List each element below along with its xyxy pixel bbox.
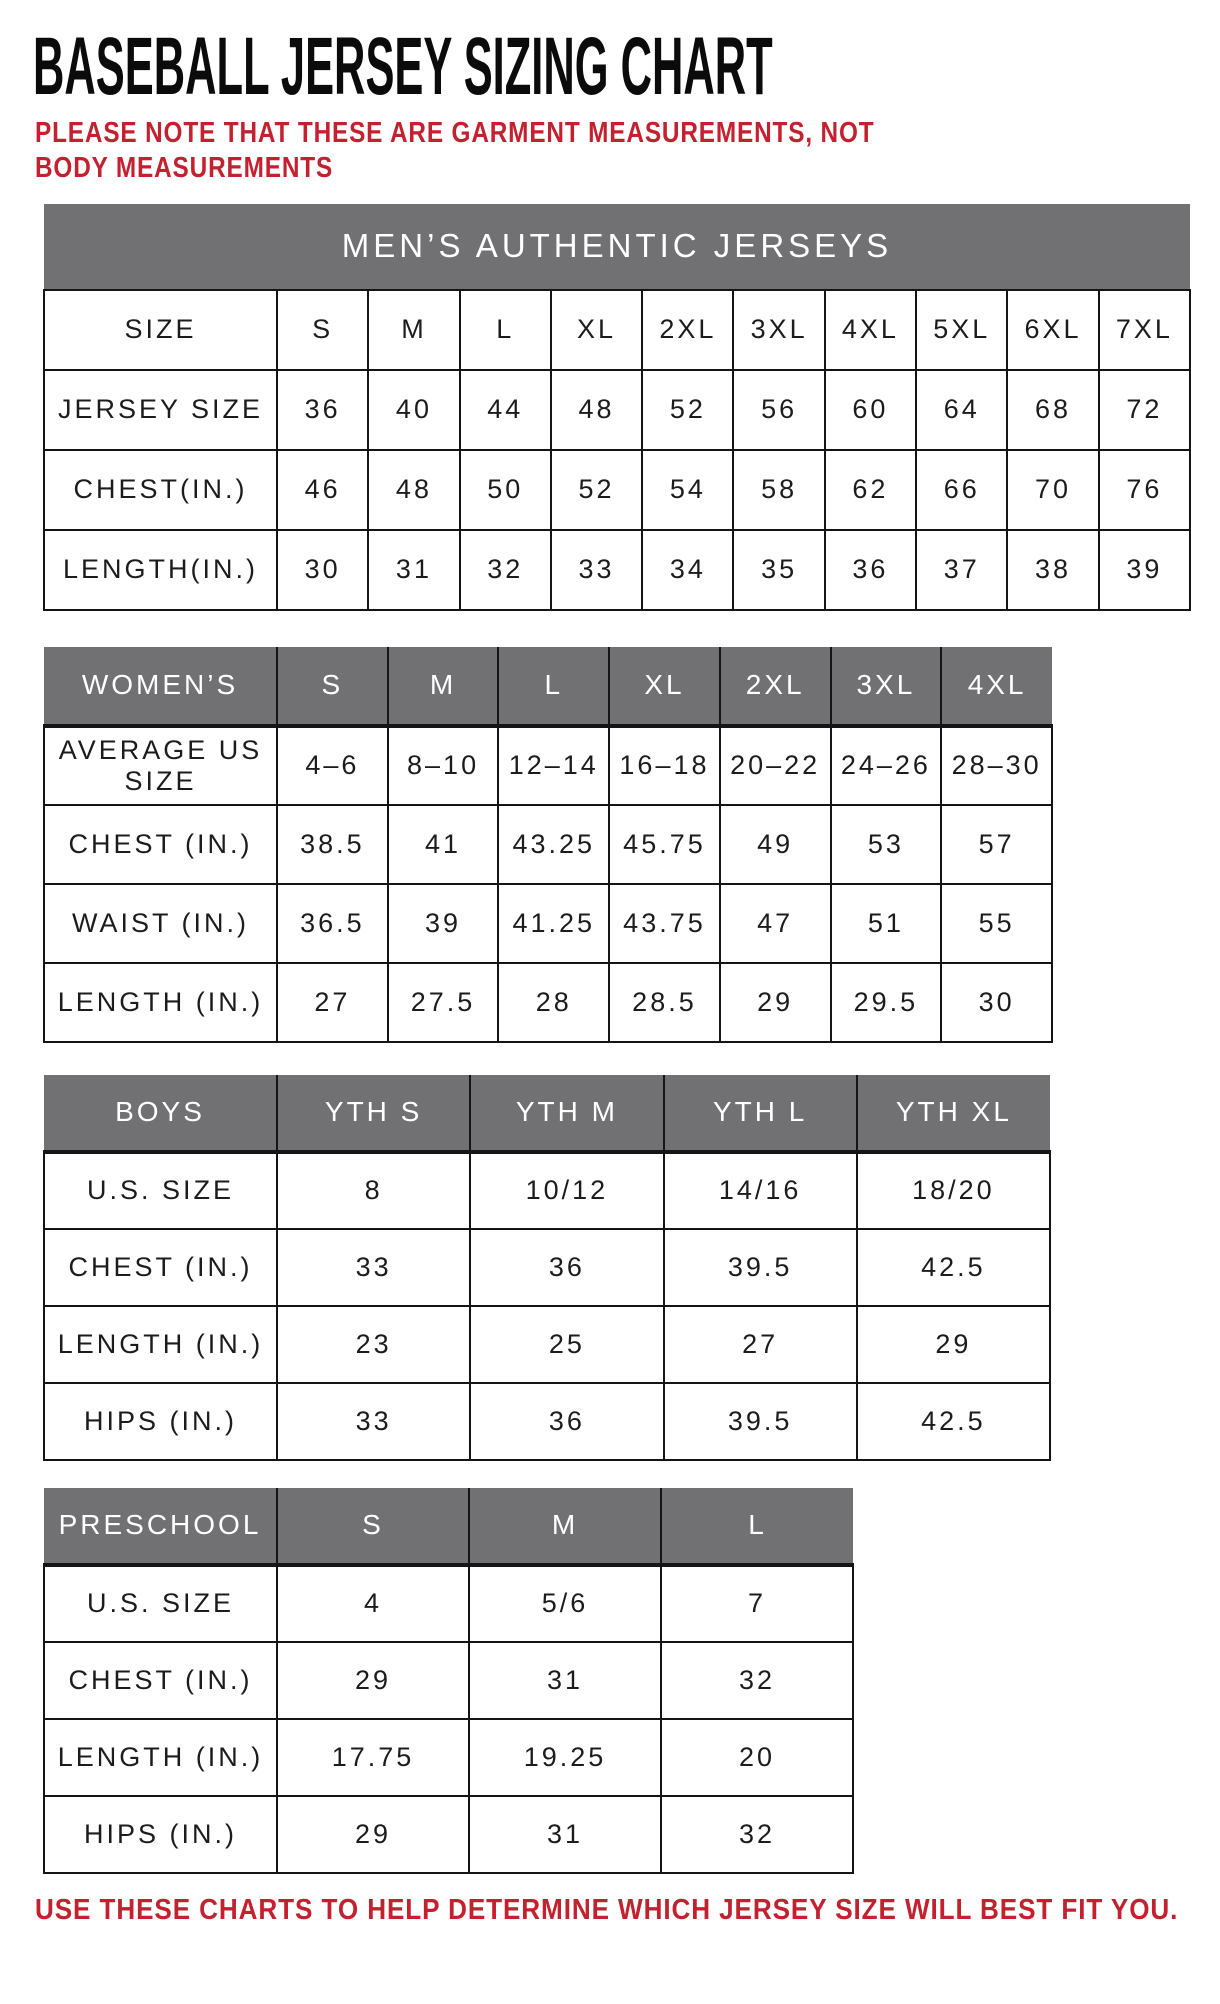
row-label-cell: U.S. SIZE [44,1565,277,1642]
value-cell: 44 [460,370,551,450]
value-cell: 36 [825,530,916,610]
row-label-cell: HIPS (IN.) [44,1383,277,1460]
value-cell: 32 [661,1642,853,1719]
value-cell: 24–26 [831,726,942,805]
value-cell: 38 [1007,530,1098,610]
table-title-cell: PRESCHOOL [44,1488,277,1565]
value-cell: 8–10 [388,726,499,805]
value-cell: 17.75 [277,1719,469,1796]
value-cell: 36 [277,370,368,450]
preschool-table [43,1488,854,1874]
value-cell: 30 [941,963,1052,1042]
row-label-cell: AVERAGE US SIZE [44,726,277,805]
value-cell: 5XL [916,290,1007,370]
column-header-cell: YTH M [470,1075,663,1152]
value-cell: 4–6 [277,726,388,805]
garment-measurements-note: PLEASE NOTE THAT THESE ARE GARMENT MEASUREMENTS, NOT BODY MEASUREMENTS [35,116,875,185]
value-cell: 39.5 [664,1383,857,1460]
value-cell: 58 [733,450,824,530]
row-label-cell: LENGTH (IN.) [44,1719,277,1796]
value-cell: 52 [642,370,733,450]
value-cell: 4XL [825,290,916,370]
row-label-cell: CHEST(IN.) [44,450,277,530]
value-cell: 42.5 [857,1229,1050,1306]
column-header-cell: YTH S [277,1075,470,1152]
column-header-cell: L [498,647,609,726]
table-row [44,1796,853,1873]
table-row [44,1719,853,1796]
row-label-cell: LENGTH(IN.) [44,530,277,610]
column-header-cell: 4XL [941,647,1052,726]
value-cell: 46 [277,450,368,530]
column-header-cell: L [661,1488,853,1565]
value-cell: 10/12 [470,1152,663,1229]
value-cell: 28.5 [609,963,720,1042]
value-cell: 43.75 [609,884,720,963]
value-cell: 39 [388,884,499,963]
row-label-cell: HIPS (IN.) [44,1796,277,1873]
column-header-cell: YTH XL [857,1075,1050,1152]
value-cell: 29 [277,1796,469,1873]
banner-row [44,204,1190,290]
table-row [44,1306,1050,1383]
table-row [44,805,1052,884]
value-cell: 29 [857,1306,1050,1383]
value-cell: 53 [831,805,942,884]
value-cell: 52 [551,450,642,530]
value-cell: 29 [277,1642,469,1719]
table-row [44,1152,1050,1229]
value-cell: XL [551,290,642,370]
table-row [44,370,1190,450]
value-cell: 41.25 [498,884,609,963]
value-cell: 23 [277,1306,470,1383]
value-cell: 27 [664,1306,857,1383]
page-title: BASEBALL JERSEY SIZING CHART [33,21,773,112]
womens-table [43,647,1053,1043]
sizing-chart-page [0,21,1220,2004]
value-cell: 39.5 [664,1229,857,1306]
value-cell: 30 [277,530,368,610]
column-header-cell: S [277,1488,469,1565]
value-cell: 33 [277,1383,470,1460]
value-cell: 34 [642,530,733,610]
value-cell: 66 [916,450,1007,530]
row-label-cell: LENGTH (IN.) [44,963,277,1042]
value-cell: 54 [642,450,733,530]
value-cell: 31 [469,1642,661,1719]
value-cell: 32 [460,530,551,610]
value-cell: 56 [733,370,824,450]
header-row [44,647,1052,726]
value-cell: 42.5 [857,1383,1050,1460]
value-cell: 64 [916,370,1007,450]
row-label-cell: SIZE [44,290,277,370]
value-cell: 48 [551,370,642,450]
value-cell: 51 [831,884,942,963]
value-cell: 32 [661,1796,853,1873]
header-row [44,1488,853,1565]
table-row [44,726,1052,805]
table-row [44,450,1190,530]
table-row [44,884,1052,963]
value-cell: 76 [1099,450,1190,530]
table-banner: MEN’S AUTHENTIC JERSEYS [44,204,1190,290]
value-cell: 16–18 [609,726,720,805]
value-cell: 36 [470,1383,663,1460]
value-cell: 48 [368,450,459,530]
value-cell: 29 [720,963,831,1042]
header-row [44,1075,1050,1152]
value-cell: 40 [368,370,459,450]
row-label-cell: JERSEY SIZE [44,370,277,450]
value-cell: 31 [469,1796,661,1873]
table-row [44,1565,853,1642]
value-cell: 41 [388,805,499,884]
value-cell: 28 [498,963,609,1042]
value-cell: 31 [368,530,459,610]
row-label-cell: CHEST (IN.) [44,805,277,884]
row-label-cell: CHEST (IN.) [44,1229,277,1306]
fit-guidance-note: USE THESE CHARTS TO HELP DETERMINE WHICH JERSEY SIZE WILL BEST FIT YOU. [35,1893,1179,1926]
value-cell: 39 [1099,530,1190,610]
value-cell: 28–30 [941,726,1052,805]
value-cell: 5/6 [469,1565,661,1642]
value-cell: L [460,290,551,370]
value-cell: 62 [825,450,916,530]
value-cell: S [277,290,368,370]
value-cell: 36.5 [277,884,388,963]
value-cell: 14/16 [664,1152,857,1229]
value-cell: 68 [1007,370,1098,450]
value-cell: 38.5 [277,805,388,884]
value-cell: 70 [1007,450,1098,530]
column-header-cell: M [469,1488,661,1565]
value-cell: 20 [661,1719,853,1796]
value-cell: 60 [825,370,916,450]
value-cell: 50 [460,450,551,530]
column-header-cell: 3XL [831,647,942,726]
value-cell: 35 [733,530,824,610]
value-cell: 37 [916,530,1007,610]
row-label-cell: U.S. SIZE [44,1152,277,1229]
column-header-cell: XL [609,647,720,726]
value-cell: 57 [941,805,1052,884]
value-cell: 8 [277,1152,470,1229]
row-label-cell: WAIST (IN.) [44,884,277,963]
value-cell: 7XL [1099,290,1190,370]
column-header-cell: YTH L [664,1075,857,1152]
value-cell: 2XL [642,290,733,370]
value-cell: 19.25 [469,1719,661,1796]
table-row [44,530,1190,610]
value-cell: M [368,290,459,370]
value-cell: 27 [277,963,388,1042]
value-cell: 7 [661,1565,853,1642]
table-row [44,1229,1050,1306]
value-cell: 25 [470,1306,663,1383]
value-cell: 45.75 [609,805,720,884]
value-cell: 12–14 [498,726,609,805]
value-cell: 4 [277,1565,469,1642]
value-cell: 36 [470,1229,663,1306]
row-label-cell: CHEST (IN.) [44,1642,277,1719]
value-cell: 6XL [1007,290,1098,370]
value-cell: 72 [1099,370,1190,450]
value-cell: 27.5 [388,963,499,1042]
table-title-cell: WOMEN’S [44,647,277,726]
column-header-cell: M [388,647,499,726]
value-cell: 55 [941,884,1052,963]
value-cell: 3XL [733,290,824,370]
table-row [44,290,1190,370]
table-title-cell: BOYS [44,1075,277,1152]
table-row [44,1642,853,1719]
value-cell: 18/20 [857,1152,1050,1229]
column-header-cell: S [277,647,388,726]
table-row [44,1383,1050,1460]
value-cell: 20–22 [720,726,831,805]
value-cell: 29.5 [831,963,942,1042]
mens-authentic-jerseys-table [43,204,1191,611]
row-label-cell: LENGTH (IN.) [44,1306,277,1383]
boys-table [43,1075,1051,1461]
table-row [44,963,1052,1042]
value-cell: 47 [720,884,831,963]
value-cell: 49 [720,805,831,884]
column-header-cell: 2XL [720,647,831,726]
value-cell: 33 [277,1229,470,1306]
value-cell: 43.25 [498,805,609,884]
value-cell: 33 [551,530,642,610]
